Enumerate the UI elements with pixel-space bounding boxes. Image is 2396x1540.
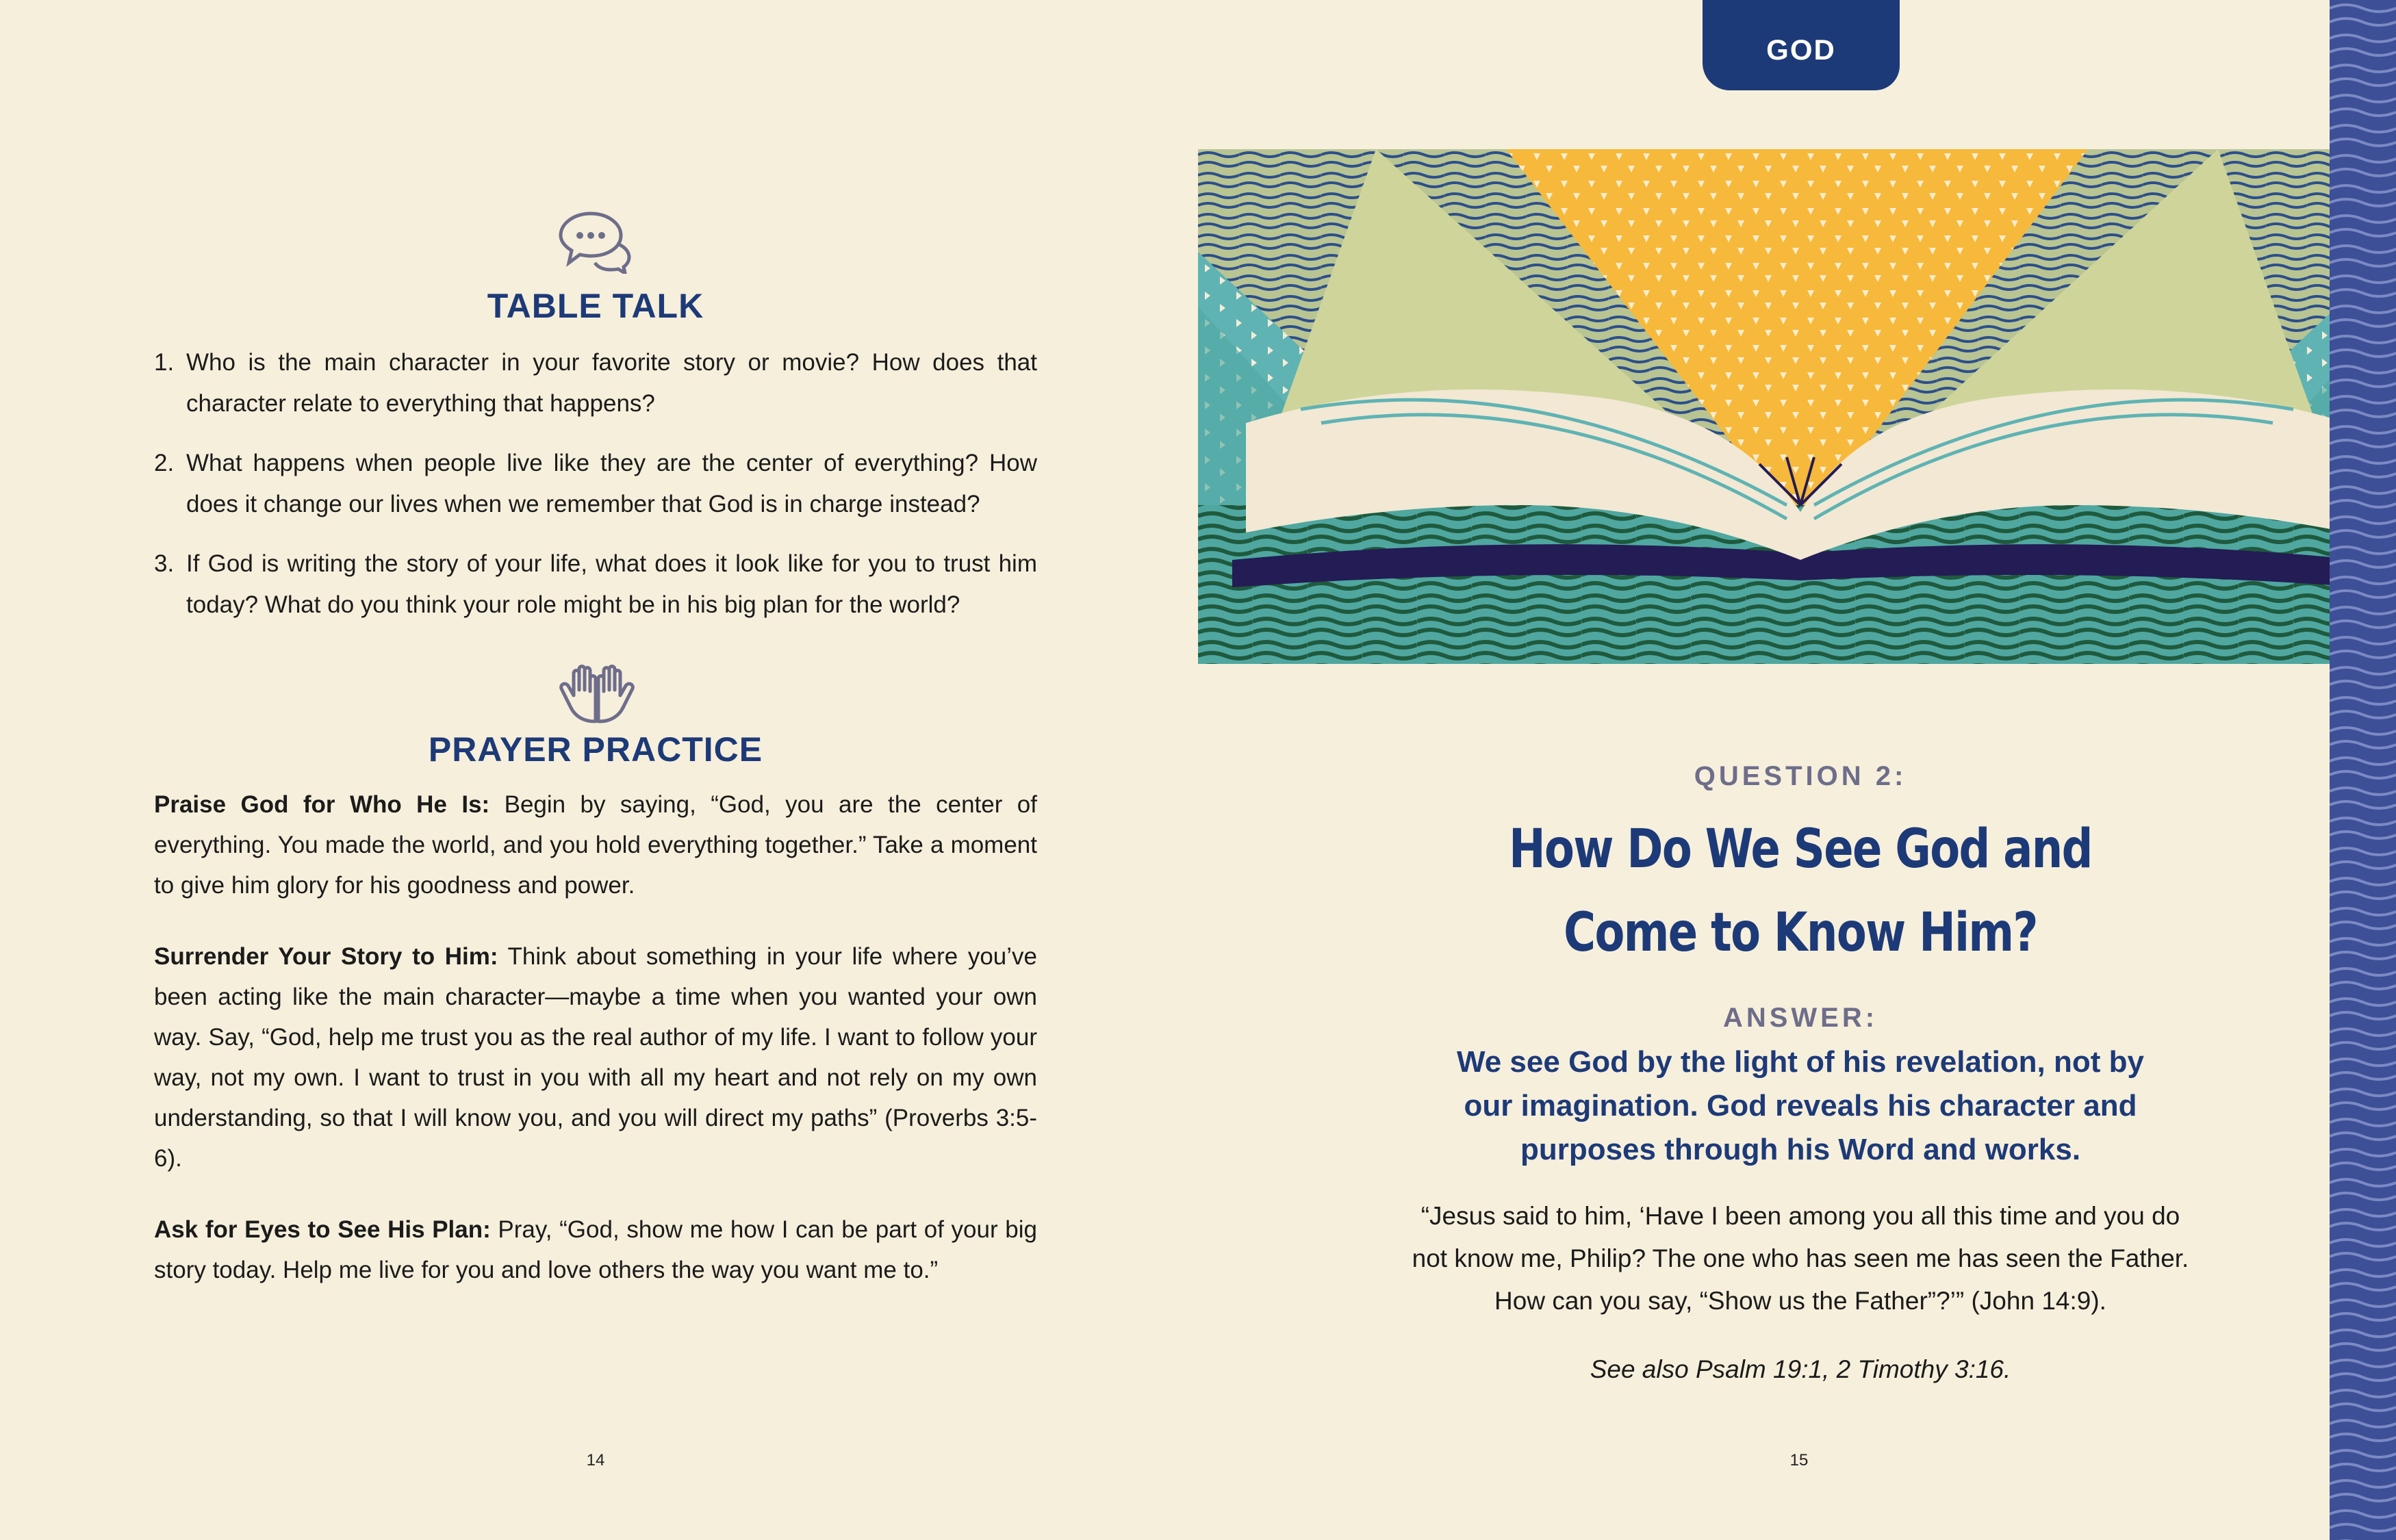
answer-line: We see God by the light of his revelation, not by <box>1457 1045 2144 1079</box>
scripture-quote <box>1390 1195 2211 1322</box>
list-item <box>154 443 1037 525</box>
chat-bubbles-icon <box>558 205 633 274</box>
question-text: Who is the main character in your favorite story or movie? How does that character relate to everything that happens? <box>186 349 1037 417</box>
page-number: 15 <box>1789 1451 1809 1470</box>
question-text: If God is writing the story of your life, what does it look like for you to trust him today? What do you think your role might be in his big plan for the world? <box>186 550 1037 618</box>
question-number: 1. <box>154 349 175 376</box>
prayer-lead: Surrender Your Story to Him: <box>154 943 498 970</box>
prayer-text: Begin by saying, “God, you are the center of everything. You made the world, and you hold everything together.” Take a moment to give him glory for his goodness and power. <box>154 791 1037 899</box>
question-line: How Do We See God and <box>1509 819 2092 880</box>
prayer-text: Pray, “God, show me how I can be part of your big story today. Help me live for you and love others the way you want me to.” <box>154 1216 1037 1283</box>
list-item <box>154 342 1037 424</box>
prayer-practice-body <box>154 784 1037 1321</box>
see-also-reference: See also Psalm 19:1, 2 Timothy 3:16. <box>1590 1355 2011 1383</box>
prayer-lead: Praise God for Who He Is: <box>154 791 490 818</box>
question-text: What happens when people live like they are the center of everything? How does it change our lives when we remember that God is in charge instead? <box>186 450 1037 517</box>
bible-illustration <box>1198 149 2396 664</box>
prayer-paragraph <box>154 936 1037 1179</box>
table-talk-title: TABLE TALK <box>487 287 704 325</box>
verse-line: not know me, Philip? The one who has seen me has seen the Father. <box>1412 1244 2189 1272</box>
question-number: 2. <box>154 450 175 476</box>
list-item <box>154 543 1037 626</box>
section-tab: GOD <box>1703 0 1900 90</box>
answer-line: purposes through his Word and works. <box>1520 1133 2081 1166</box>
verse-line: “Jesus said to him, ‘Have I been among you all this time and you do <box>1420 1202 2180 1230</box>
answer-label: ANSWER: <box>1722 1003 1878 1033</box>
prayer-practice-title: PRAYER PRACTICE <box>428 730 763 769</box>
prayer-lead: Ask for Eyes to See His Plan: <box>154 1216 491 1243</box>
question-title <box>1436 808 2165 975</box>
question-label: QUESTION 2: <box>1694 761 1907 791</box>
prayer-paragraph <box>154 784 1037 906</box>
question-line: Come to Know Him? <box>1564 902 2037 964</box>
verse-line: How can you say, “Show us the Father”?’” (John 14:9). <box>1494 1287 2106 1315</box>
page-number: 14 <box>586 1451 605 1470</box>
prayer-text: Think about something in your life where you’ve been acting like the main character—maybe a time when you wanted your own way. Say, “God, help me trust you as the real author of my life. I want to follow your way, not my own. I want to trust in you with all my heart and not rely on my own understanding, so that I will know you, and you will direct my paths” (Proverbs 3:5-6). <box>154 943 1037 1172</box>
table-talk-questions <box>154 342 1037 644</box>
question-number: 3. <box>154 550 175 577</box>
answer-text <box>1431 1040 2170 1172</box>
praying-hands-icon <box>556 664 638 726</box>
answer-line: our imagination. God reveals his character and <box>1464 1089 2137 1122</box>
prayer-paragraph <box>154 1209 1037 1290</box>
